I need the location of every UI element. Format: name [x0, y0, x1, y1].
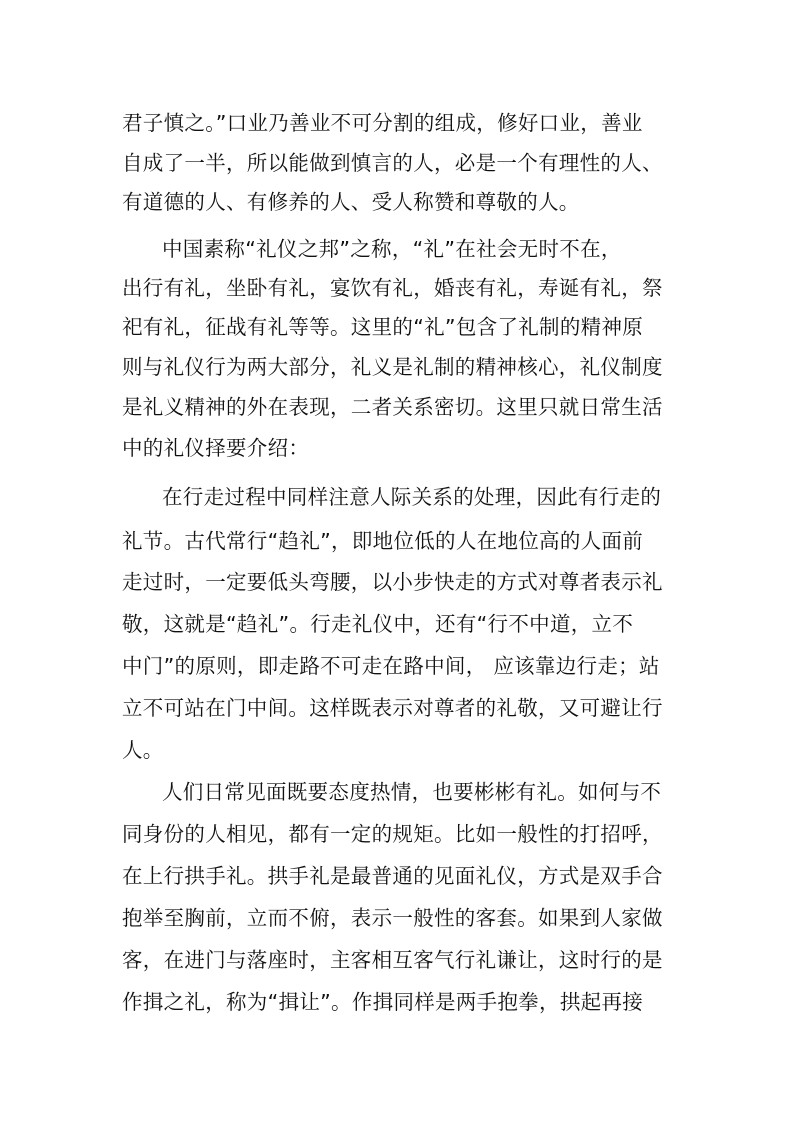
paragraph-3-line-2: 礼节。古代常行“趋礼”，即地位低的人在地位高的人面前: [122, 529, 644, 553]
paragraph-4-line-4: 抱举至胸前，立而不俯，表示一般性的客套。如果到人家做: [122, 906, 663, 930]
paragraph-1-line-2: 自成了一半，所以能做到慎言的人，必是一个有理性的人、: [122, 151, 663, 175]
paragraph-4-line-2: 同身份的人相见，都有一定的规矩。比如一般性的打招呼，: [122, 822, 663, 846]
paragraph-4-line-6: 作揖之礼，称为“揖让”。作揖同样是两手抱拳，拱起再接: [122, 990, 644, 1014]
paragraph-2-line-1: 中国素称“礼仪之邦”之称，“礼”在社会无时不在，: [162, 237, 622, 261]
paragraph-2-line-6: 中的礼仪择要介绍：: [122, 436, 310, 460]
paragraph-3-line-3: 走过时，一定要低头弯腰，以小步快走的方式对尊者表示礼: [122, 570, 663, 594]
paragraph-1-line-1: 君子慎之。”口业乃善业不可分割的组成，修好口业，善业: [122, 111, 643, 135]
paragraph-3-line-4: 敬，这就是“趋礼”。行走礼仪中，还有“行不中道，立不: [122, 612, 634, 636]
paragraph-3-line-6: 立不可站在门中间。这样既表示对尊者的礼敬，又可避让行: [122, 696, 663, 720]
paragraph-4-line-5: 客，在进门与落座时，主客相互客气行礼谦让，这时行的是: [122, 948, 663, 972]
paragraph-3-line-5: 中门”的原则，即走路不可走在路中间， 应该靠边行走；站: [122, 654, 660, 678]
paragraph-2-line-3: 祀有礼，征战有礼等等。这里的“礼”包含了礼制的精神原: [122, 315, 644, 339]
paragraph-2-line-2: 出行有礼，坐卧有礼，宴饮有礼，婚丧有礼，寿诞有礼，祭: [122, 276, 663, 300]
paragraph-4-line-1: 人们日常见面既要态度热情，也要彬彬有礼。如何与不: [162, 780, 662, 804]
paragraph-4-line-3: 在上行拱手礼。拱手礼是最普通的见面礼仪，方式是双手合: [122, 864, 663, 888]
paragraph-3-line-1: 在行走过程中同样注意人际关系的处理，因此有行走的: [162, 485, 662, 509]
paragraph-2-line-5: 是礼义精神的外在表现，二者关系密切。这里只就日常生活: [122, 395, 663, 419]
paragraph-2-line-4: 则与礼仪行为两大部分，礼义是礼制的精神核心，礼仪制度: [122, 355, 663, 379]
paragraph-3-line-7: 人。: [122, 738, 164, 762]
paragraph-1-line-3: 有道德的人、有修养的人、受人称赞和尊敬的人。: [122, 190, 580, 214]
